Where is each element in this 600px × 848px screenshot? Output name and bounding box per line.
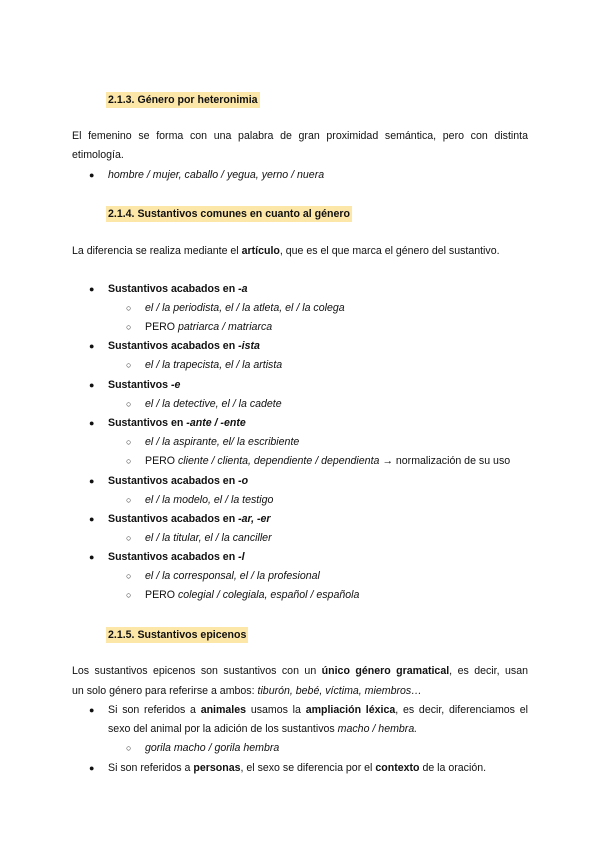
group-example: el / la detective, el / la cadete [145,398,282,410]
group-example: el / la titular, el / la canciller [145,532,272,544]
group-example: el / la aspirante, el/ la escribiente [145,436,300,448]
group-label-ante-ente: Sustantivos en -ante / -ente [108,417,246,429]
group-example: el / la corresponsal, el / la profesional [145,570,320,582]
group-example: el / la periodista, el / la atleta, el / la colega [145,302,345,314]
sub-bullet-icon: ○ [126,456,132,466]
bullet-icon: ● [89,552,95,562]
heading-comunes: 2.1.4. Sustantivos comunes en cuanto al género [108,208,350,220]
bullet-icon: ● [89,705,95,715]
group-label-l: Sustantivos acabados en -l [108,551,245,563]
sub-bullet-icon: ○ [126,437,132,447]
heading-heteronimia: 2.1.3. Género por heteronimia [108,94,258,106]
epicenos-paragraph-line-1: Los sustantivos epicenos son sustantivos con un único género gramatical, es decir, usan [72,665,528,677]
comunes-intro: La diferencia se realiza mediante el artículo, que es el que marca el género del sustantivo. [72,245,500,257]
bullet-icon: ● [89,380,95,390]
group-exception: PERO patriarca / matriarca [145,321,273,333]
heteronimia-paragraph-line-1: El femenino se forma con una palabra de gran proximidad semántica, pero con distinta [72,130,528,142]
group-label-o: Sustantivos acabados en -o [108,475,249,487]
sub-bullet-icon: ○ [126,571,132,581]
group-example: el / la trapecista, el / la artista [145,359,283,371]
sub-bullet-icon: ○ [126,399,132,409]
group-exception: PERO colegial / colegiala, español / española [145,589,360,601]
heteronimia-example: hombre / mujer, caballo / yegua, yerno / nuera [108,169,325,181]
group-label-ar-er: Sustantivos acabados en -ar, -er [108,513,271,525]
sub-bullet-icon: ○ [126,495,132,505]
group-label-a: Sustantivos acabados en -a [108,283,248,295]
heading-epicenos: 2.1.5. Sustantivos epicenos [108,629,247,641]
bullet-icon: ● [89,418,95,428]
bullet-icon: ● [89,763,95,773]
sub-bullet-icon: ○ [126,533,132,543]
epicenos-bullet-animales-line-1: Si son referidos a animales usamos la ampliación léxica, es decir, diferenciamos el [108,704,528,716]
sub-bullet-icon: ○ [126,322,132,332]
bullet-icon: ● [89,341,95,351]
sub-bullet-icon: ○ [126,303,132,313]
epicenos-animal-example: gorila macho / gorila hembra [145,742,280,754]
bullet-icon: ● [89,476,95,486]
epicenos-paragraph-line-2: un solo género para referirse a ambos: tiburón, bebé, víctima, miembros… [72,685,422,697]
sub-bullet-icon: ○ [126,590,132,600]
sub-bullet-icon: ○ [126,360,132,370]
group-exception: PERO cliente / clienta, dependiente / dependienta → normalización de su uso [145,455,511,467]
epicenos-bullet-animales-line-2: sexo del animal por la adición de los sustantivos macho / hembra. [108,723,418,735]
group-example: el / la modelo, el / la testigo [145,494,274,506]
group-label-e: Sustantivos -e [108,379,181,391]
epicenos-bullet-personas: Si son referidos a personas, el sexo se diferencia por el contexto de la oración. [108,762,487,774]
group-label-ista: Sustantivos acabados en -ista [108,340,260,352]
bullet-icon: ● [89,514,95,524]
bullet-icon: ● [89,170,95,180]
sub-bullet-icon: ○ [126,743,132,753]
heteronimia-paragraph-line-2: etimología. [72,149,124,161]
bullet-icon: ● [89,284,95,294]
